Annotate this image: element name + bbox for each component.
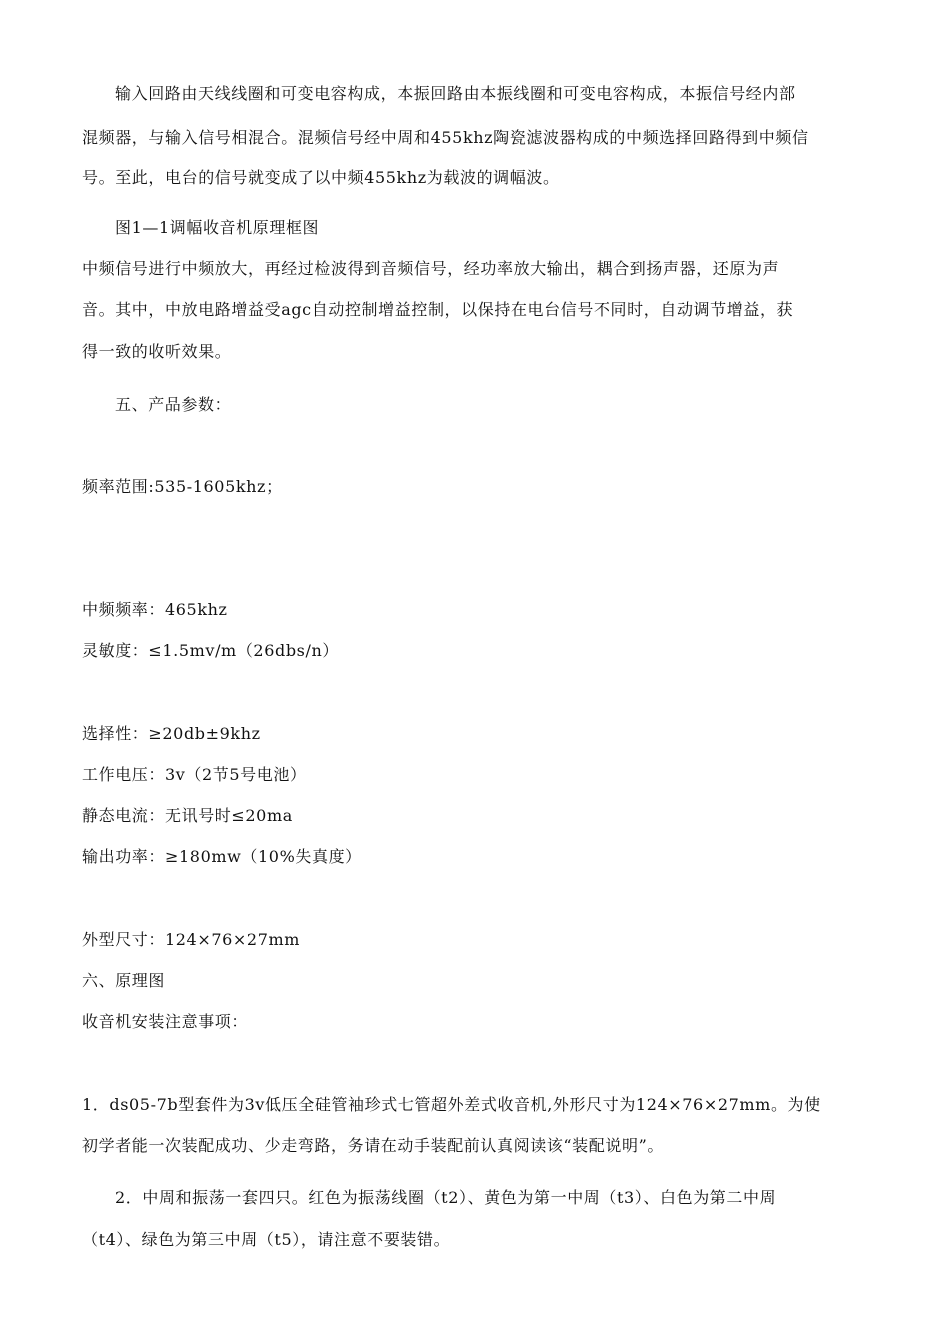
para-circuit-line-2: 混频器，与输入信号相混合。混频信号经中周和455khz陶瓷滤波器构成的中频选择回路得到中频信	[82, 128, 809, 147]
param-if-frequency: 中频频率：465khz	[82, 600, 228, 619]
para-amplify-line-2: 音。其中，中放电路增益受agc自动控制增益控制，以保持在电台信号不同时，自动调节增益，获	[82, 300, 794, 319]
para-amplify-line-3: 得一致的收听效果。	[82, 342, 232, 361]
param-sensitivity: 灵敏度：≤1.5mv/m（26dbs/n）	[82, 641, 339, 660]
note-2-line-2: （t4）、绿色为第三中周（t5），请注意不要装错。	[82, 1230, 451, 1249]
para-circuit-line-3: 号。至此，电台的信号就变成了以中频455khz为载波的调幅波。	[82, 168, 560, 187]
param-dimensions: 外型尺寸：124×76×27mm	[82, 930, 301, 949]
figure-caption: 图1—1调幅收音机原理框图	[115, 218, 320, 237]
param-selectivity: 选择性：≥20db±9khz	[82, 724, 261, 743]
param-static-current: 静态电流：无讯号时≤20ma	[82, 806, 293, 825]
section-six-heading: 六、原理图	[82, 971, 166, 990]
install-heading: 收音机安装注意事项：	[82, 1012, 249, 1031]
param-output-power: 输出功率：≥180mw（10%失真度）	[82, 847, 362, 866]
para-amplify-line-1: 中频信号进行中频放大，再经过检波得到音频信号，经功率放大输出，耦合到扬声器，还原为声	[82, 259, 780, 278]
para-circuit-line-1: 输入回路由天线线圈和可变电容构成，本振回路由本振线圈和可变电容构成，本振信号经内部	[115, 84, 796, 103]
note-1-line-1: 1．ds05-7b型套件为3v低压全硅管袖珍式七管超外差式收音机,外形尺寸为124×76×27mm。为使	[82, 1095, 821, 1114]
note-1-line-2: 初学者能一次装配成功、少走弯路，务请在动手装配前认真阅读该“装配说明”。	[82, 1136, 664, 1155]
param-voltage: 工作电压：3v（2节5号电池）	[82, 765, 307, 784]
param-frequency-range: 频率范围:535-1605khz；	[82, 477, 283, 496]
section-five-heading: 五、产品参数：	[115, 395, 232, 414]
note-2-line-1: 2．中周和振荡一套四只。红色为振荡线圈（t2）、黄色为第一中周（t3）、白色为第二中周	[115, 1188, 777, 1207]
